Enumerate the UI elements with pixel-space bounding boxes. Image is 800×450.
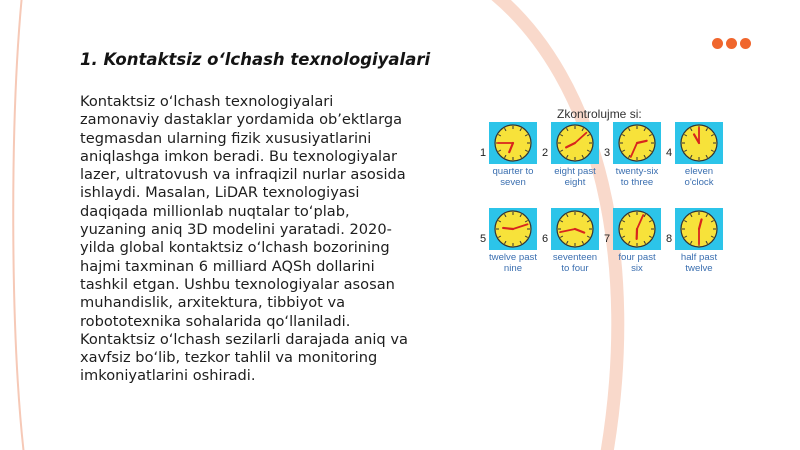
clock-icon xyxy=(675,208,723,250)
clock-item xyxy=(542,208,607,278)
clock-caption: twenty-six to three xyxy=(615,166,659,188)
clock-caption: quarter to seven xyxy=(492,166,534,188)
clock-number: 5 xyxy=(480,233,487,245)
dot-icon xyxy=(726,38,737,49)
clock-item xyxy=(604,122,669,192)
clock-caption: seventeen to four xyxy=(552,252,598,274)
clock-item xyxy=(480,208,545,278)
clock-item xyxy=(666,122,731,192)
clock-exercise-figure xyxy=(474,104,724,284)
clock-item xyxy=(604,208,669,278)
clock-number: 2 xyxy=(542,147,549,159)
figure-title: Zkontrolujme si: xyxy=(557,107,642,121)
clock-number: 8 xyxy=(666,233,673,245)
decorative-dots xyxy=(712,38,751,49)
clock-item xyxy=(542,122,607,192)
clock-number: 3 xyxy=(604,147,611,159)
slide-title: 1. Kontaktsiz o‘lchash texnologiyalari xyxy=(80,50,431,69)
clock-icon xyxy=(489,208,537,250)
clock-item xyxy=(480,122,545,192)
clock-caption: eleven o'clock xyxy=(684,166,714,188)
clock-icon xyxy=(613,122,661,164)
left-arc xyxy=(13,0,24,450)
clock-number: 4 xyxy=(666,147,673,159)
clock-icon xyxy=(551,208,599,250)
dot-icon xyxy=(712,38,723,49)
clock-icon xyxy=(613,208,661,250)
clock-caption: half past twelve xyxy=(680,252,718,274)
hour-hand xyxy=(503,228,513,229)
clock-icon xyxy=(489,122,537,164)
clock-caption: four past six xyxy=(618,252,656,274)
clock-number: 6 xyxy=(542,233,549,245)
dot-icon xyxy=(740,38,751,49)
clock-caption: eight past eight xyxy=(554,166,596,188)
clock-icon xyxy=(675,122,723,164)
clock-item xyxy=(666,208,731,278)
clock-number: 7 xyxy=(604,233,611,245)
slide-body-text: Kontaktsiz o‘lchash texnologiyalari zamonaviy dastaklar yordamida ob’ektlarga tegmasdan ularning fizik xususiyatlarini aniqlashga imkon beradi. Bu texnologiyalar lazer, ultratovush va infraqizil nurlar asosida ishlaydi. Masalan, LiDAR texnologiyasi daqiqada millionlab nuqtalar to‘plab, yuzaning aniq 3D modelini yaratadi. 2020-yilda global kontaktsiz o‘lchash bozorining hajmi taxminan 6 milliard AQSh dollarini tashkil etgan. Ushbu texnologiyalar asosan muhandislik, arxitektura, tibbiyot va robototexnika sohalarida qo‘llaniladi. Kontaktsiz o‘lchash sezilarli darajada aniq va xavfsiz bo‘lib, tezkor tahlil va monitoring imkoniyatlarini oshiradi. xyxy=(80,93,408,385)
clock-icon xyxy=(551,122,599,164)
clock-number: 1 xyxy=(480,147,487,159)
clock-caption: twelve past nine xyxy=(489,252,537,274)
